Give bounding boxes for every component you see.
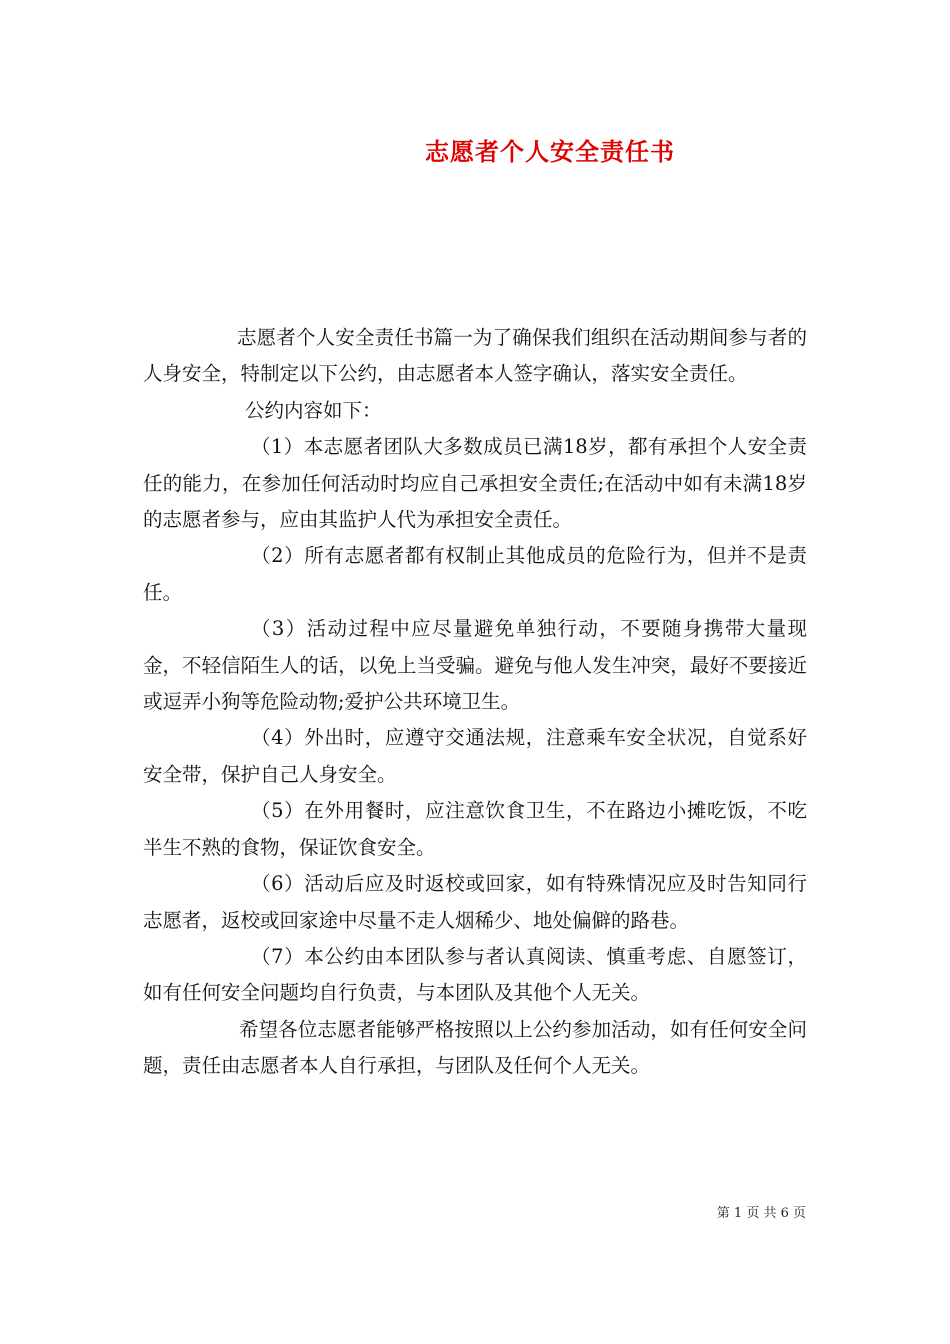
closing-paragraph: 希望各位志愿者能够严格按照以上公约参加活动，如有任何安全问题，责任由志愿者本人自行承担，与团队及任何个人无关。 xyxy=(143,1017,807,1078)
document-title: 志愿者个人安全责任书 xyxy=(425,137,675,166)
clause-7: （7）本公约由本团队参与者认真阅读、慎重考虑、自愿签订，如有任何安全问题均自行负责，与本团队及其他个人无关。 xyxy=(143,944,807,1005)
page-number-footer: 第 1 页 共 6 页 xyxy=(716,1206,806,1221)
clause-2: （2）所有志愿者都有权制止其他成员的危险行为，但并不是责任。 xyxy=(143,544,807,604)
contents-heading: 公约内容如下： xyxy=(245,398,382,422)
clause-4: （4）外出时，应遵守交通法规，注意乘车安全状况，自觉系好安全带，保护自己人身安全。 xyxy=(143,726,807,786)
clause-6: （6）活动后应及时返校或回家，如有特殊情况应及时告知同行志愿者，返校或回家途中尽量不走人烟稀少、地处偏僻的路巷。 xyxy=(143,872,807,932)
clause-1: （1）本志愿者团队大多数成员已满18岁，都有承担个人安全责任的能力，在参加任何活动时均应自己承担安全责任;在活动中如有未满18岁的志愿者参与，应由其监护人代为承担安全责任。 xyxy=(143,435,807,532)
clause-3: （3）活动过程中应尽量避免单独行动，不要随身携带大量现金，不轻信陌生人的话，以免上当受骗。避免与他人发生冲突，最好不要接近或逗弄小狗等危险动物;爱护公共环境卫生。 xyxy=(143,617,807,714)
clause-5: （5）在外用餐时，应注意饮食卫生，不在路边小摊吃饭，不吃半生不熟的食物，保证饮食安全。 xyxy=(143,799,807,859)
intro-paragraph: 志愿者个人安全责任书篇一为了确保我们组织在活动期间参与者的人身安全，特制定以下公约，由志愿者本人签字确认，落实安全责任。 xyxy=(143,326,807,386)
document-body xyxy=(143,320,807,1085)
